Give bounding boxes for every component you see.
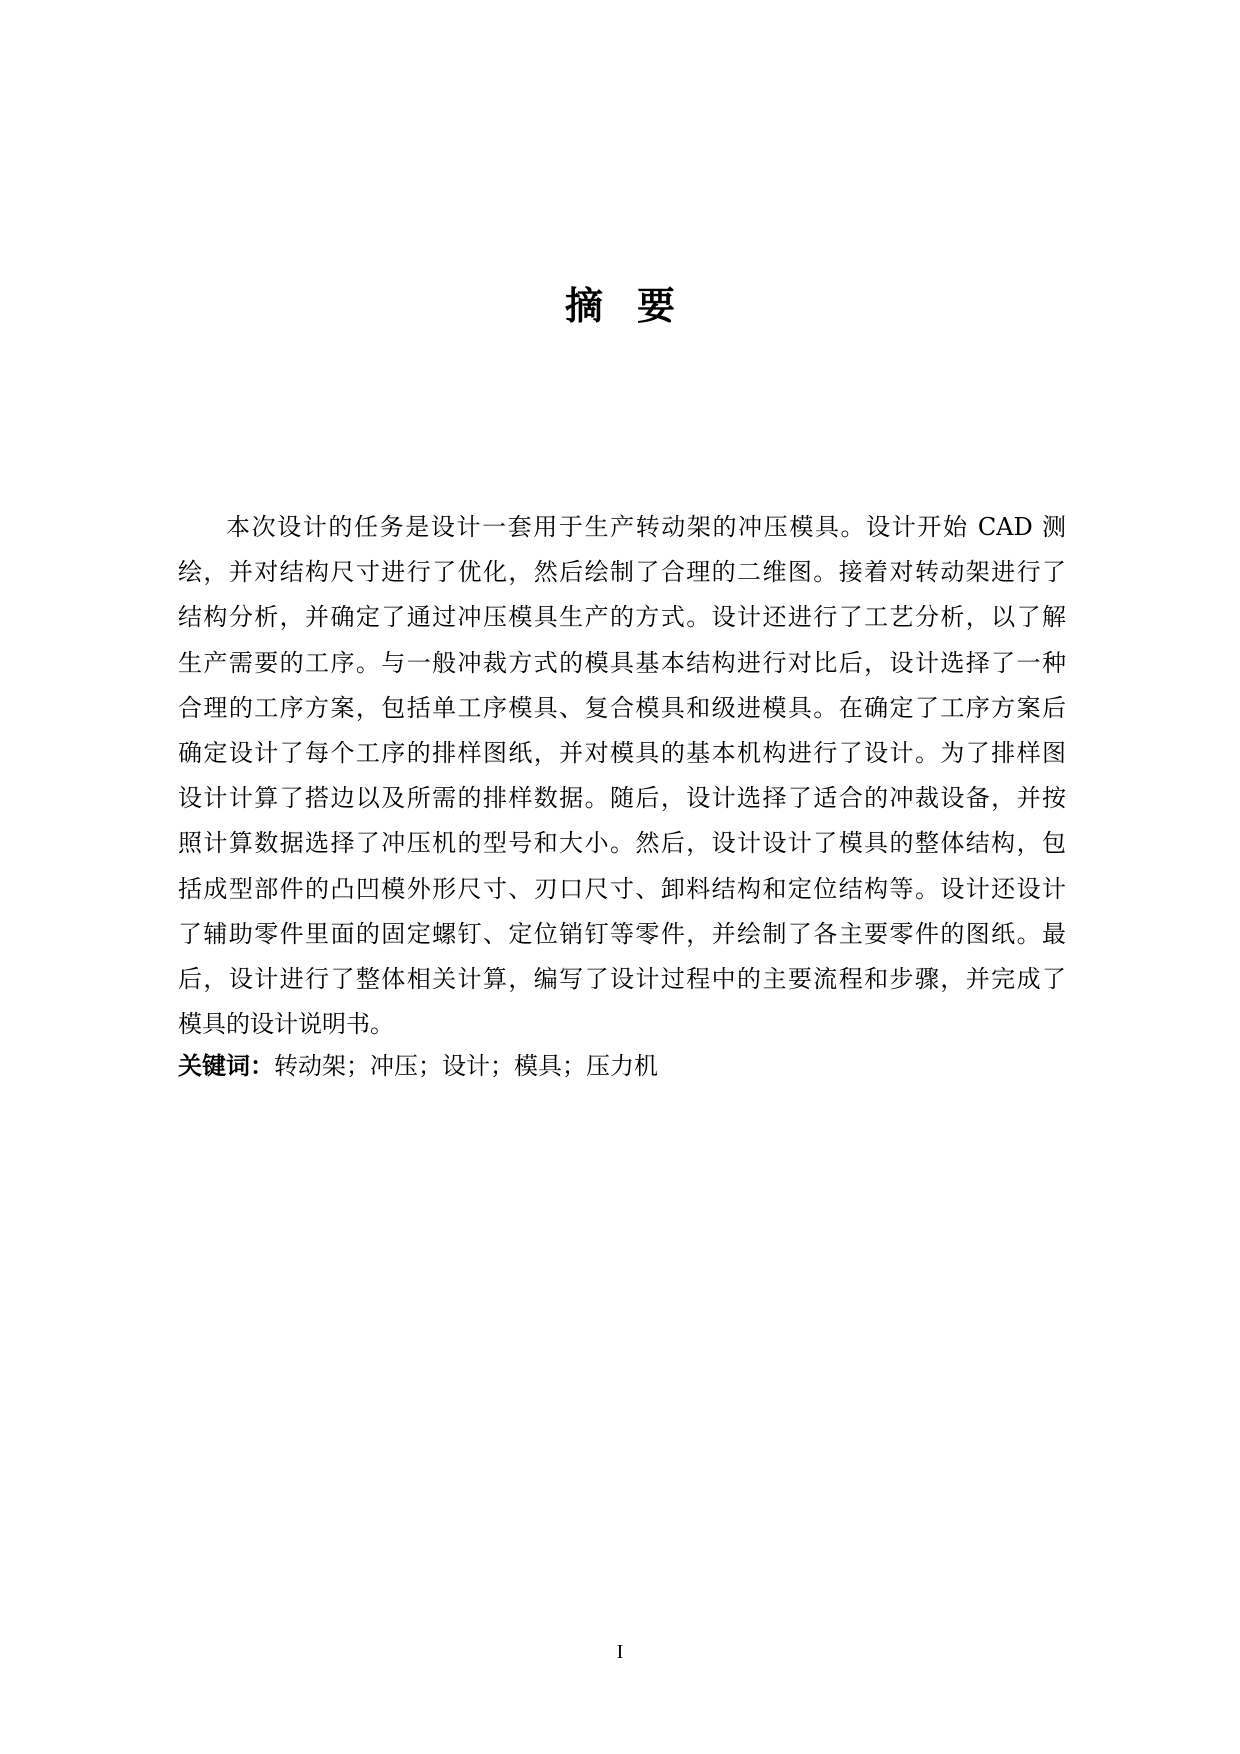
abstract-line: 设计计算了搭边以及所需的排样数据。随后，设计选择了适合的冲裁设备，并按 [178,784,1066,813]
keywords-text: 转动架；冲压；设计；模具；压力机 [274,1052,658,1080]
abstract-line: 照计算数据选择了冲压机的型号和大小。然后，设计设计了模具的整体结构，包 [178,829,1066,858]
page-number: I [616,1641,624,1663]
abstract-paragraph [178,505,1066,1047]
abstract-line: 生产需要的工序。与一般冲裁方式的模具基本结构进行对比后，设计选择了一种 [178,648,1066,677]
keywords [178,1044,1066,1089]
abstract-line: 括成型部件的凸凹模外形尺寸、刃口尺寸、卸料结构和定位结构等。设计还设计 [178,874,1066,903]
title-char-1: 摘 [564,284,603,328]
abstract-line: 绘，并对结构尺寸进行了优化，然后绘制了合理的二维图。接着对转动架进行了 [178,558,1066,587]
keywords-label: 关键词： [178,1052,274,1080]
abstract-line: 了辅助零件里面的固定螺钉、定位销钉等零件，并绘制了各主要零件的图纸。最 [178,919,1066,948]
abstract-line: 后，设计进行了整体相关计算，编写了设计过程中的主要流程和步骤，并完成了 [178,965,1066,994]
page-title [0,282,1240,330]
abstract-line: 合理的工序方案，包括单工序模具、复合模具和级进模具。在确定了工序方案后 [178,693,1066,722]
abstract-line: 模具的设计说明书。 [178,1010,394,1039]
title-char-2: 要 [637,284,676,328]
abstract-line: 本次设计的任务是设计一套用于生产转动架的冲压模具。设计开始 CAD 测 [226,513,1066,541]
abstract-line: 结构分析，并确定了通过冲压模具生产的方式。设计还进行了工艺分析，以了解 [178,603,1066,632]
abstract-line: 确定设计了每个工序的排样图纸，并对模具的基本机构进行了设计。为了排样图 [178,739,1066,768]
